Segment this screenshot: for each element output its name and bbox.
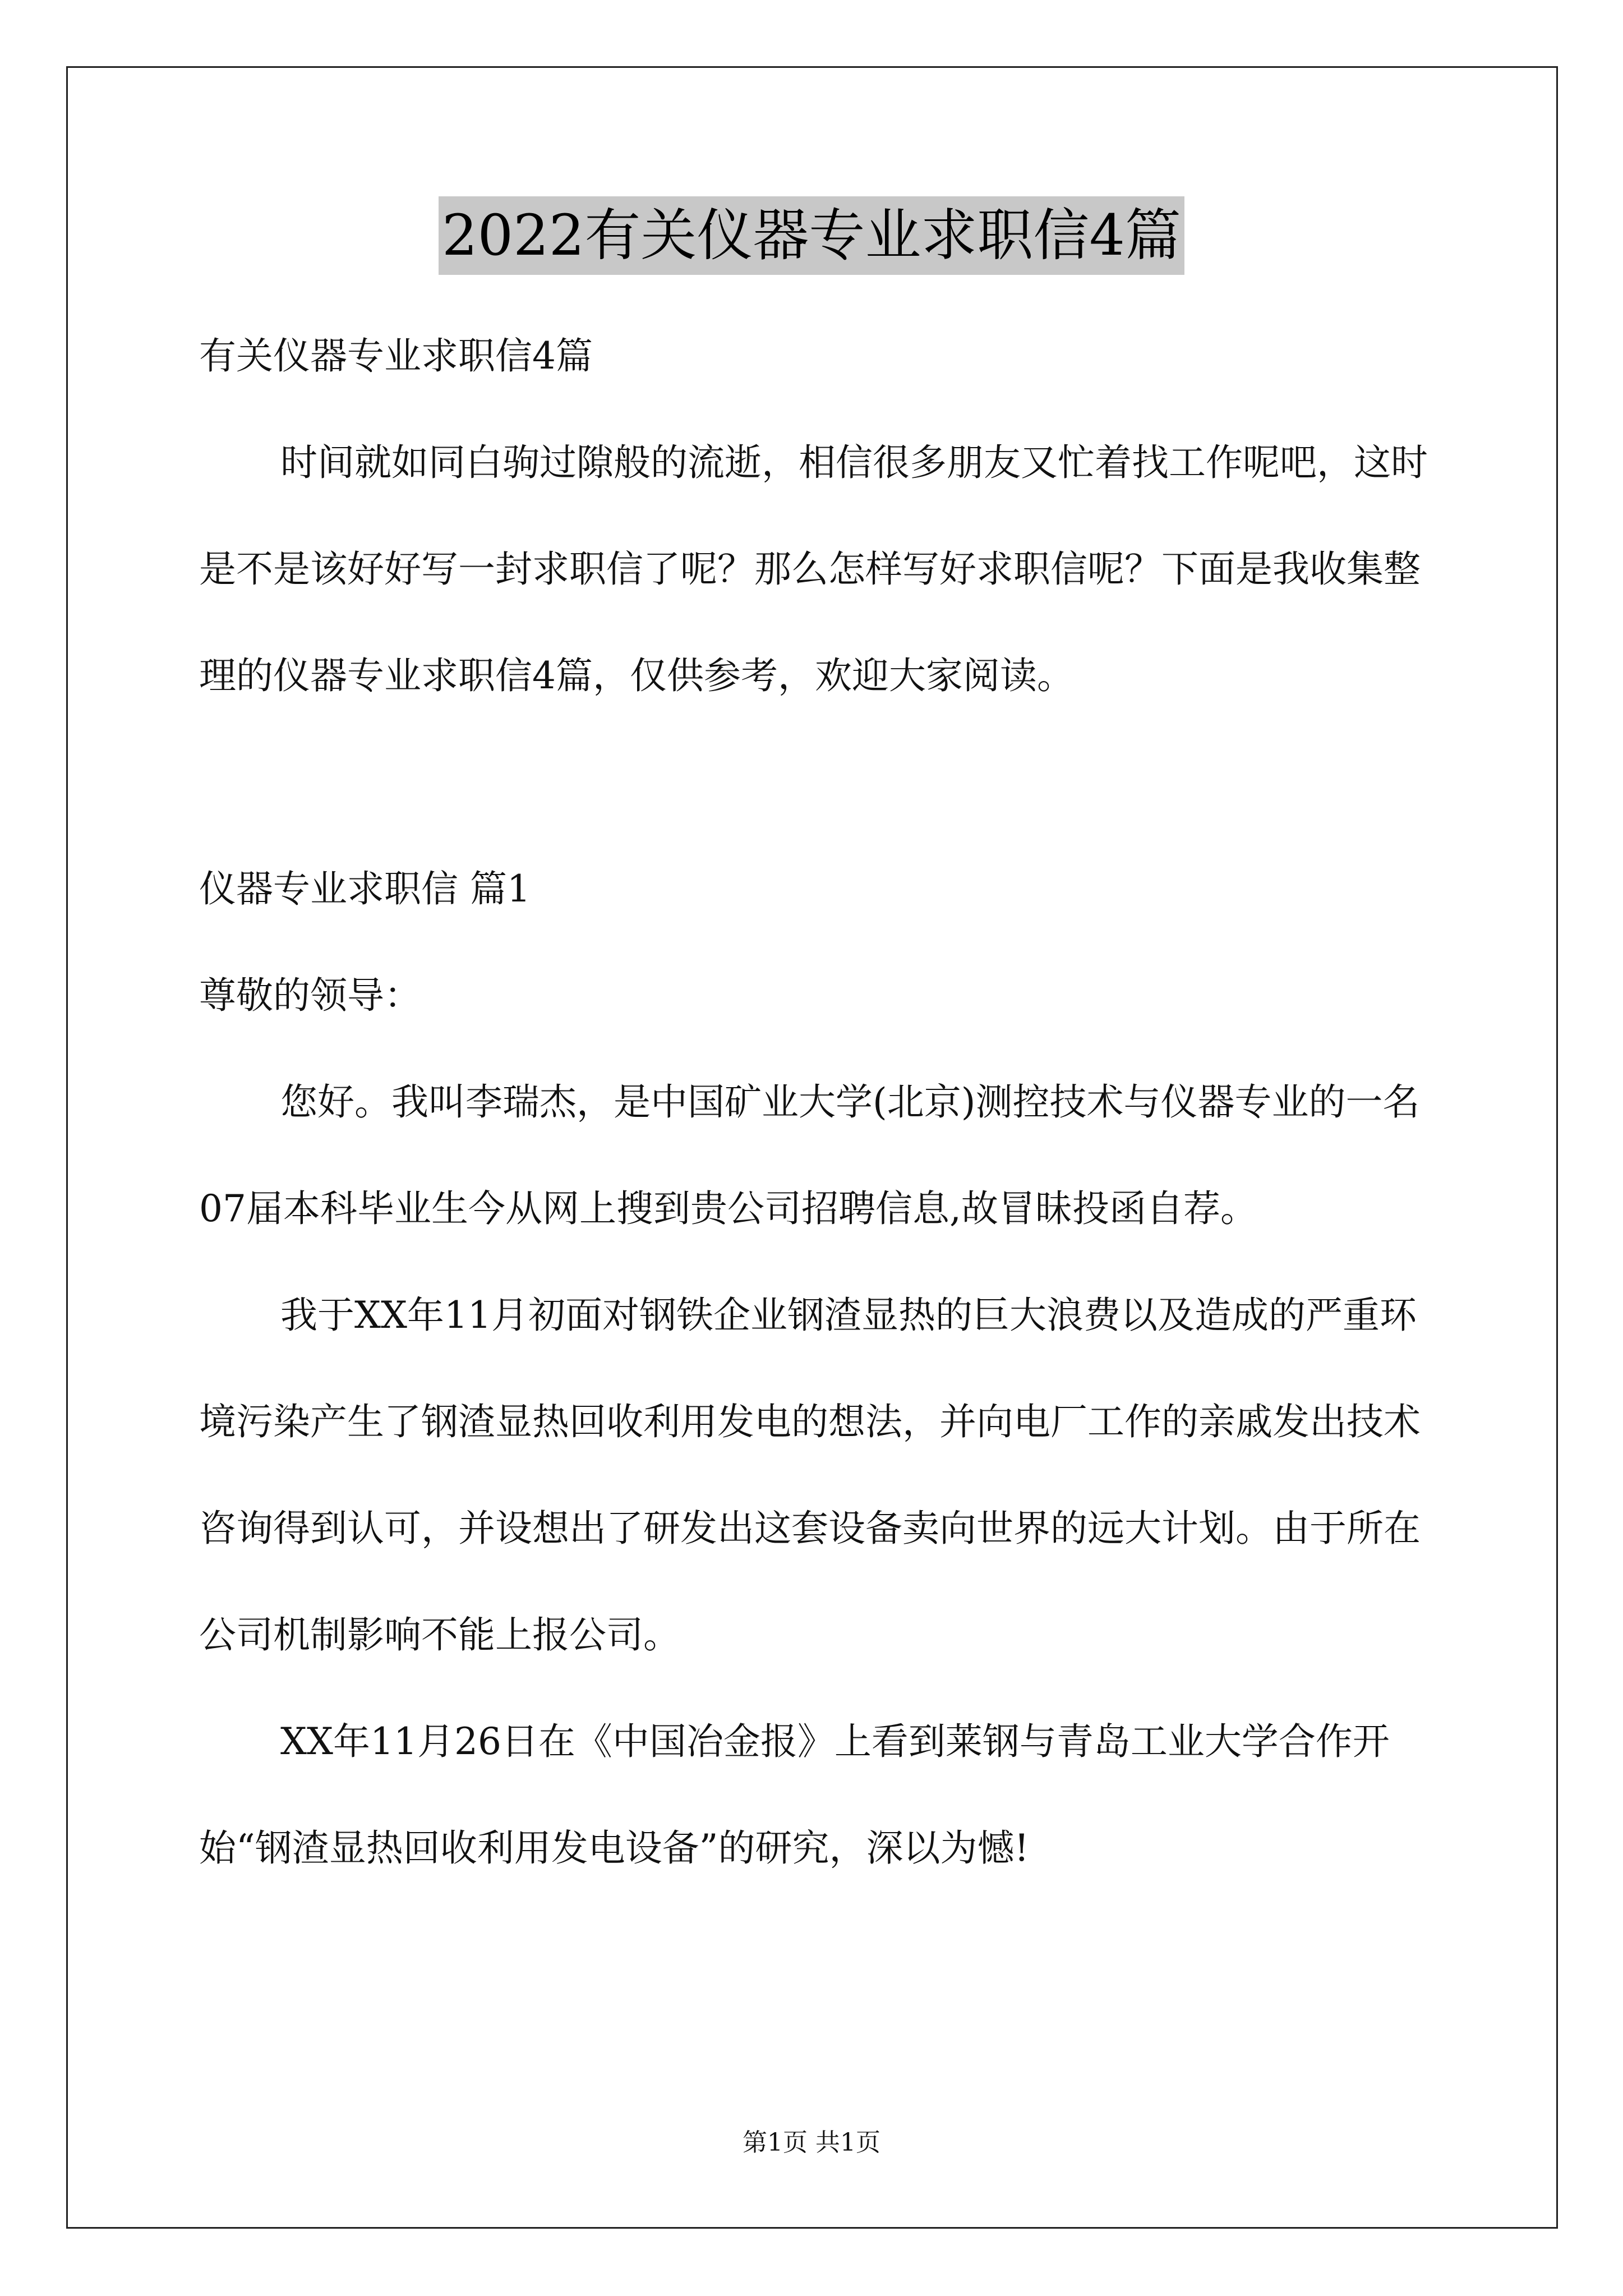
body-paragraph: 我于XX年11月初面对钢铁企业钢渣显热的巨大浪费以及造成的严重环境污染产生了钢渣显热回收利用发电的想法，并向电厂工作的亲戚发出技术咨询得到认可，并设想出了研发出这套设备卖向世界的远大计划。由于所在公司机制影响不能上报公司。 [199,1294,1421,1657]
title-container [0,196,1623,275]
body-paragraph: 您好。我叫李瑞杰，是中国矿业大学(北京)测控技术与仪器专业的一名07届本科毕业生今从网上搜到贵公司招聘信息,故冒昧投函自荐。 [199,1080,1420,1230]
document-title: 2022有关仪器专业求职信4篇 [439,196,1184,275]
section-heading: 仪器专业求职信 篇1 [199,867,531,910]
document-subtitle: 有关仪器专业求职信4篇 [199,334,593,378]
body-paragraph: XX年11月26日在《中国冶金报》上看到莱钢与青岛工业大学合作开始“钢渣显热回收利用发电设备”的研究，深以为憾! [199,1720,1390,1870]
page-number: 第1页 共1页 [743,2128,880,2157]
page-footer [0,2126,1623,2160]
document-body [199,303,1433,1902]
salutation: 尊敬的领导： [199,974,421,1017]
intro-paragraph: 时间就如同白驹过隙般的流逝，相信很多朋友又忙着找工作呢吧，这时是不是该好好写一封求职信了呢？那么怎样写好求职信呢？下面是我收集整理的仪器专业求职信4篇，仅供参考，欢迎大家阅读。 [199,441,1428,697]
